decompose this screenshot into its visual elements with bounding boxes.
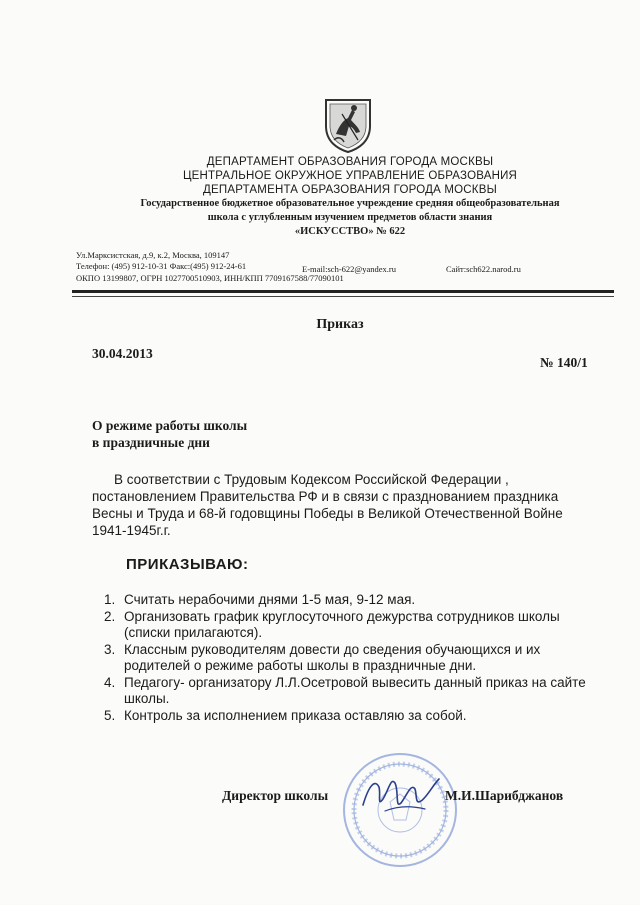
moscow-coat-of-arms-icon [322,96,374,154]
list-item-number: 4. [104,674,116,690]
list-item [104,642,604,675]
header-divider-thick [72,290,614,293]
preamble-line-1: В соответствии с Трудовым Кодексом Российской Федерации , [114,472,509,487]
order-items-list [104,592,604,724]
list-item-text: Педагогу- организатору Л.Л.Осетровой вывесить данный приказ на сайте школы. [124,674,586,706]
list-item-number: 1. [104,592,116,607]
department-line-2: ЦЕНТРАЛЬНОЕ ОКРУЖНОЕ УПРАВЛЕНИЕ ОБРАЗОВАНИЯ [182,170,518,182]
contact-address: Ул.Марксистская, д.9, к.2, Москва, 109147 [76,250,230,260]
contact-phone: Телефон: (495) 912-10-31 Факс:(495) 912-24-61 [76,261,247,271]
contact-site: Сайт:sch622.narod.ru [446,264,521,274]
list-item [104,609,604,642]
department-line-3: ДЕПАРТАМЕНТА ОБРАЗОВАНИЯ ГОРОДА МОСКВЫ [203,184,497,196]
contact-codes: ОКПО 13199807, ОГРН 1027700510903, ИНН/КПП 7709167588/77090101 [76,273,344,283]
list-item-text: Считать нерабочими днями 1-5 мая, 9-12 мая. [124,592,416,607]
list-item [104,708,604,725]
order-date: 30.04.2013 [92,346,153,361]
preamble-line-4: 1941-1945г.г. [92,523,171,538]
order-heading: ПРИКАЗЫВАЮ: [126,556,249,573]
preamble-line-2: постановлением Правительства РФ и в связи с празднованием праздника [92,489,559,504]
organization-line-3: «ИСКУССТВО» № 622 [294,226,406,237]
organization-line-1: Государственное бюджетное образовательное учреждение средняя общеобразовательная [140,198,560,209]
list-item-text: Организовать график круглосуточного дежурства сотрудников школы (списки прилагаются). [124,608,560,640]
list-item-number: 2. [104,608,116,624]
subject-line-2: в праздничные дни [92,435,210,450]
list-item-text: Классным руководителям довести до сведения обучающихся и их родителей о режиме работы школы в праздничные дни. [124,641,541,673]
contact-email: E-mail:sch-622@yandex.ru [302,264,396,274]
organization-line-2: школа с углубленным изучением предметов области знания [207,212,493,223]
list-item-number: 3. [104,641,116,657]
list-item-text: Контроль за исполнением приказа оставляю за собой. [124,707,467,723]
document-title: Приказ [316,317,364,332]
signature-position: Директор школы [222,788,329,803]
subject-line-1: О режиме работы школы [92,418,248,433]
signature-name: М.И.Шарибджанов [445,788,564,803]
header-divider-thin [72,296,614,297]
department-line-1: ДЕПАРТАМЕНТ ОБРАЗОВАНИЯ ГОРОДА МОСКВЫ [206,156,494,168]
order-number: № 140/1 [540,355,588,370]
list-item-number: 5. [104,707,116,723]
list-item [104,592,604,609]
preamble-line-3: Весны и Труда и 68-й годовщины Победы в Великой Отечественной Войне [92,506,563,521]
handwritten-signature-icon [355,765,445,825]
list-item [104,675,604,708]
